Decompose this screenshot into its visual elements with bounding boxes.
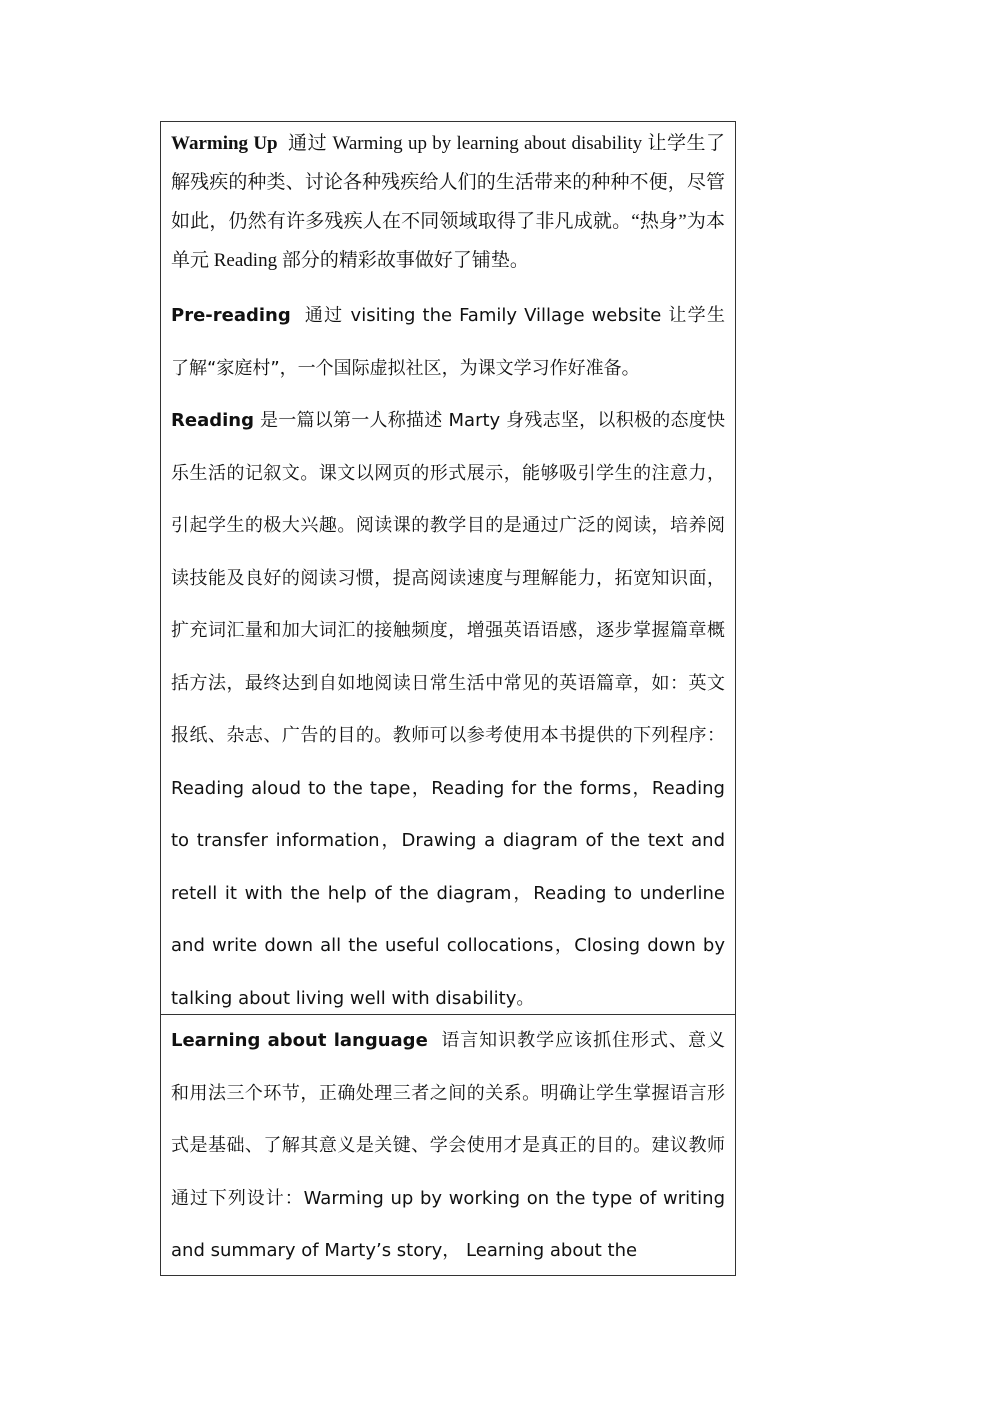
paragraph-pre-reading [171,290,725,395]
paragraph-learning-language [171,1015,725,1278]
heading-learning-language: Learning about language [171,1030,428,1051]
text-warming-up: 通过 Warming up by learning about disability 让学生了解残疾的种类、讨论各种残疾给人们的生活带来的种种不便，尽管如此，仍然有许多残疾人在不同领域取得了非凡成就。“热身”为本单元 Reading 部分的精彩故事做好了铺垫。 [171,133,725,271]
heading-reading: Reading [171,410,254,431]
heading-warming-up: Warming Up [171,133,278,154]
text-learning-language: 语言知识教学应该抓住形式、意义和用法三个环节，正确处理三者之间的关系。明确让学生掌握语言形式是基础、了解其意义是关键、学会使用才是真正的目的。建议教师通过下列设计：Warming up by working on the type of writing and summary of Marty’s story， Learning about the [171,1030,725,1261]
table-cell-activities [161,122,735,1014]
content-table [160,121,736,1276]
paragraph-reading [171,395,725,1025]
paragraph-warming-up [171,122,725,280]
table-cell-language [161,1014,735,1276]
heading-pre-reading: Pre-reading [171,305,291,326]
text-pre-reading: 通过 visiting the Family Village website 让学生了解“家庭村”，一个国际虚拟社区，为课文学习作好准备。 [171,305,725,379]
text-reading: 是一篇以第一人称描述 Marty 身残志坚，以积极的态度快乐生活的记叙文。课文以网页的形式展示，能够吸引学生的注意力，引起学生的极大兴趣。阅读课的教学目的是通过广泛的阅读，培养阅读技能及良好的阅读习惯，提高阅读速度与理解能力，拓宽知识面，扩充词汇量和加大词汇的接触频度，增强英语语感，逐步掌握篇章概括方法，最终达到自如地阅读日常生活中常见的英语篇章，如：英文报纸、杂志、广告的目的。教师可以参考使用本书提供的下列程序：Reading aloud to the tape，Reading for the forms，Reading to transfer information，Drawing a diagram of the text and retell it with the help of the diagram，Reading to underline and write down all the useful collocations，Closing down by talking about living well with disability。 [171,410,725,1009]
